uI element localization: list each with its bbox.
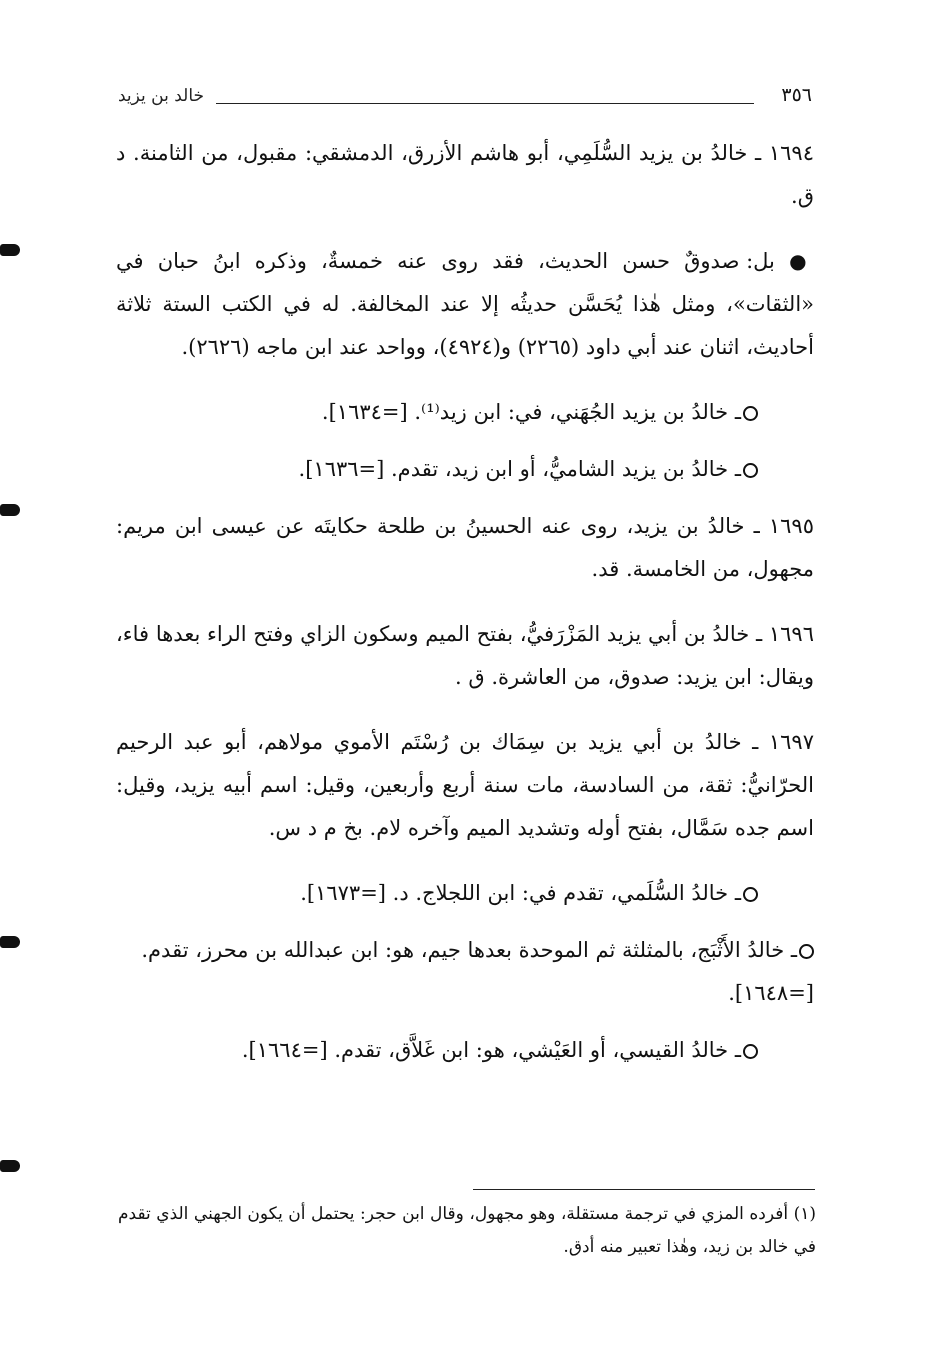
header-title: خالد بن يزيد	[118, 86, 205, 106]
entry-text: ـ خالدُ بن يزيد الشاميُّ، أو ابن زيد، تقدم. [=١٦٣٦].	[298, 457, 741, 481]
page-body	[116, 132, 814, 1086]
cross-reference	[116, 1029, 758, 1072]
entry-1695	[116, 505, 814, 591]
entry-text: ـ خالدُ الأَثْبَج، بالمثلثة ثم الموحدة بعدها جيم، هو: ابن عبدالله بن محرز، تقدم. [=١٦٤٨].	[141, 938, 814, 1005]
entry-text: ١٦٩٧ ـ خالدُ بن أبي يزيد بن سِمَاك بن رُسْتَم الأموي مولاهم، أبو عبد الرحيم الحرّانيُّ: ثقة، من السادسة، مات سنة أربع وأربعين، وقيل: اسم أبيه يزيد، وقيل: اسم جده سَمَّال، بفتح أوله وتشديد الميم وآخره لام. بخ م د س.	[116, 730, 814, 840]
entry-1697	[116, 721, 814, 850]
entry-text: ـ خالدُ السُّلَمي، تقدم في: ابن اللجلاج. د. [=١٦٧٣].	[300, 881, 741, 905]
bullet-icon: ●	[789, 249, 814, 273]
circle-icon	[743, 1044, 758, 1059]
footnote-rule	[473, 1189, 815, 1190]
cross-reference	[116, 929, 814, 1015]
footnote: (١) أفرده المزي في ترجمة مستقلة، وهو مجهول، وقال ابن حجر: يحتمل أن يكون الجهني الذي تقدم في خالد بن زيد، وهٰذا تعبير منه أدق.	[118, 1204, 816, 1257]
scan-mark	[0, 504, 20, 516]
scan-mark	[0, 1160, 20, 1172]
commentary-paragraph	[116, 240, 814, 369]
scan-mark	[0, 936, 20, 948]
entry-1696	[116, 613, 814, 699]
page-number: ٣٥٦	[781, 84, 812, 106]
entry-text: بل: صدوقٌ حسن الحديث، فقد روى عنه خمسةٌ، وذكره ابنُ حبان في «الثقات»، ومثل هٰذا يُحَسَّن حديثُه إلا عند المخالفة. له في الكتب الستة ثلاثة أحاديث، اثنان عند أبي داود (٢٢٦٥) و(٤٩٢٤)، وواحد عند ابن ماجه (٢٦٢٦).	[116, 249, 814, 359]
cross-reference	[116, 448, 758, 491]
entry-text: ـ خالدُ بن يزيد الجُهَني، في: ابن زيد⁽¹⁾. [=١٦٣٤].	[321, 400, 741, 424]
circle-icon	[743, 887, 758, 902]
circle-icon	[743, 463, 758, 478]
entry-text: ١٦٩٤ ـ خالدُ بن يزيد السُّلَمِي، أبو هاشم الأزرق، الدمشقي: مقبول، من الثامنة. د ق.	[116, 141, 814, 208]
entry-text: ١٦٩٥ ـ خالدُ بن يزيد، روى عنه الحسينُ بن طلحة حكايتَه عن عيسى ابن مريم: مجهول، من الخامسة. قد.	[116, 514, 814, 581]
cross-reference	[116, 872, 758, 915]
cross-reference	[116, 391, 758, 434]
circle-icon	[743, 406, 758, 421]
circle-icon	[799, 944, 814, 959]
entry-text: ـ خالدُ القيسي، أو العَيْشي، هو: ابن غَلاَّق، تقدم. [=١٦٦٤].	[241, 1038, 741, 1062]
scan-mark	[0, 244, 20, 256]
entry-1694	[116, 132, 814, 218]
header-rule	[216, 103, 754, 104]
entry-text: ١٦٩٦ ـ خالدُ بن أبي يزيد المَزْرَفيُّ، بفتح الميم وسكون الزاي وفتح الراء بعدها فاء، ويقال: ابن يزيد: صدوق، من العاشرة. ق .	[116, 622, 814, 689]
running-header	[118, 84, 812, 118]
